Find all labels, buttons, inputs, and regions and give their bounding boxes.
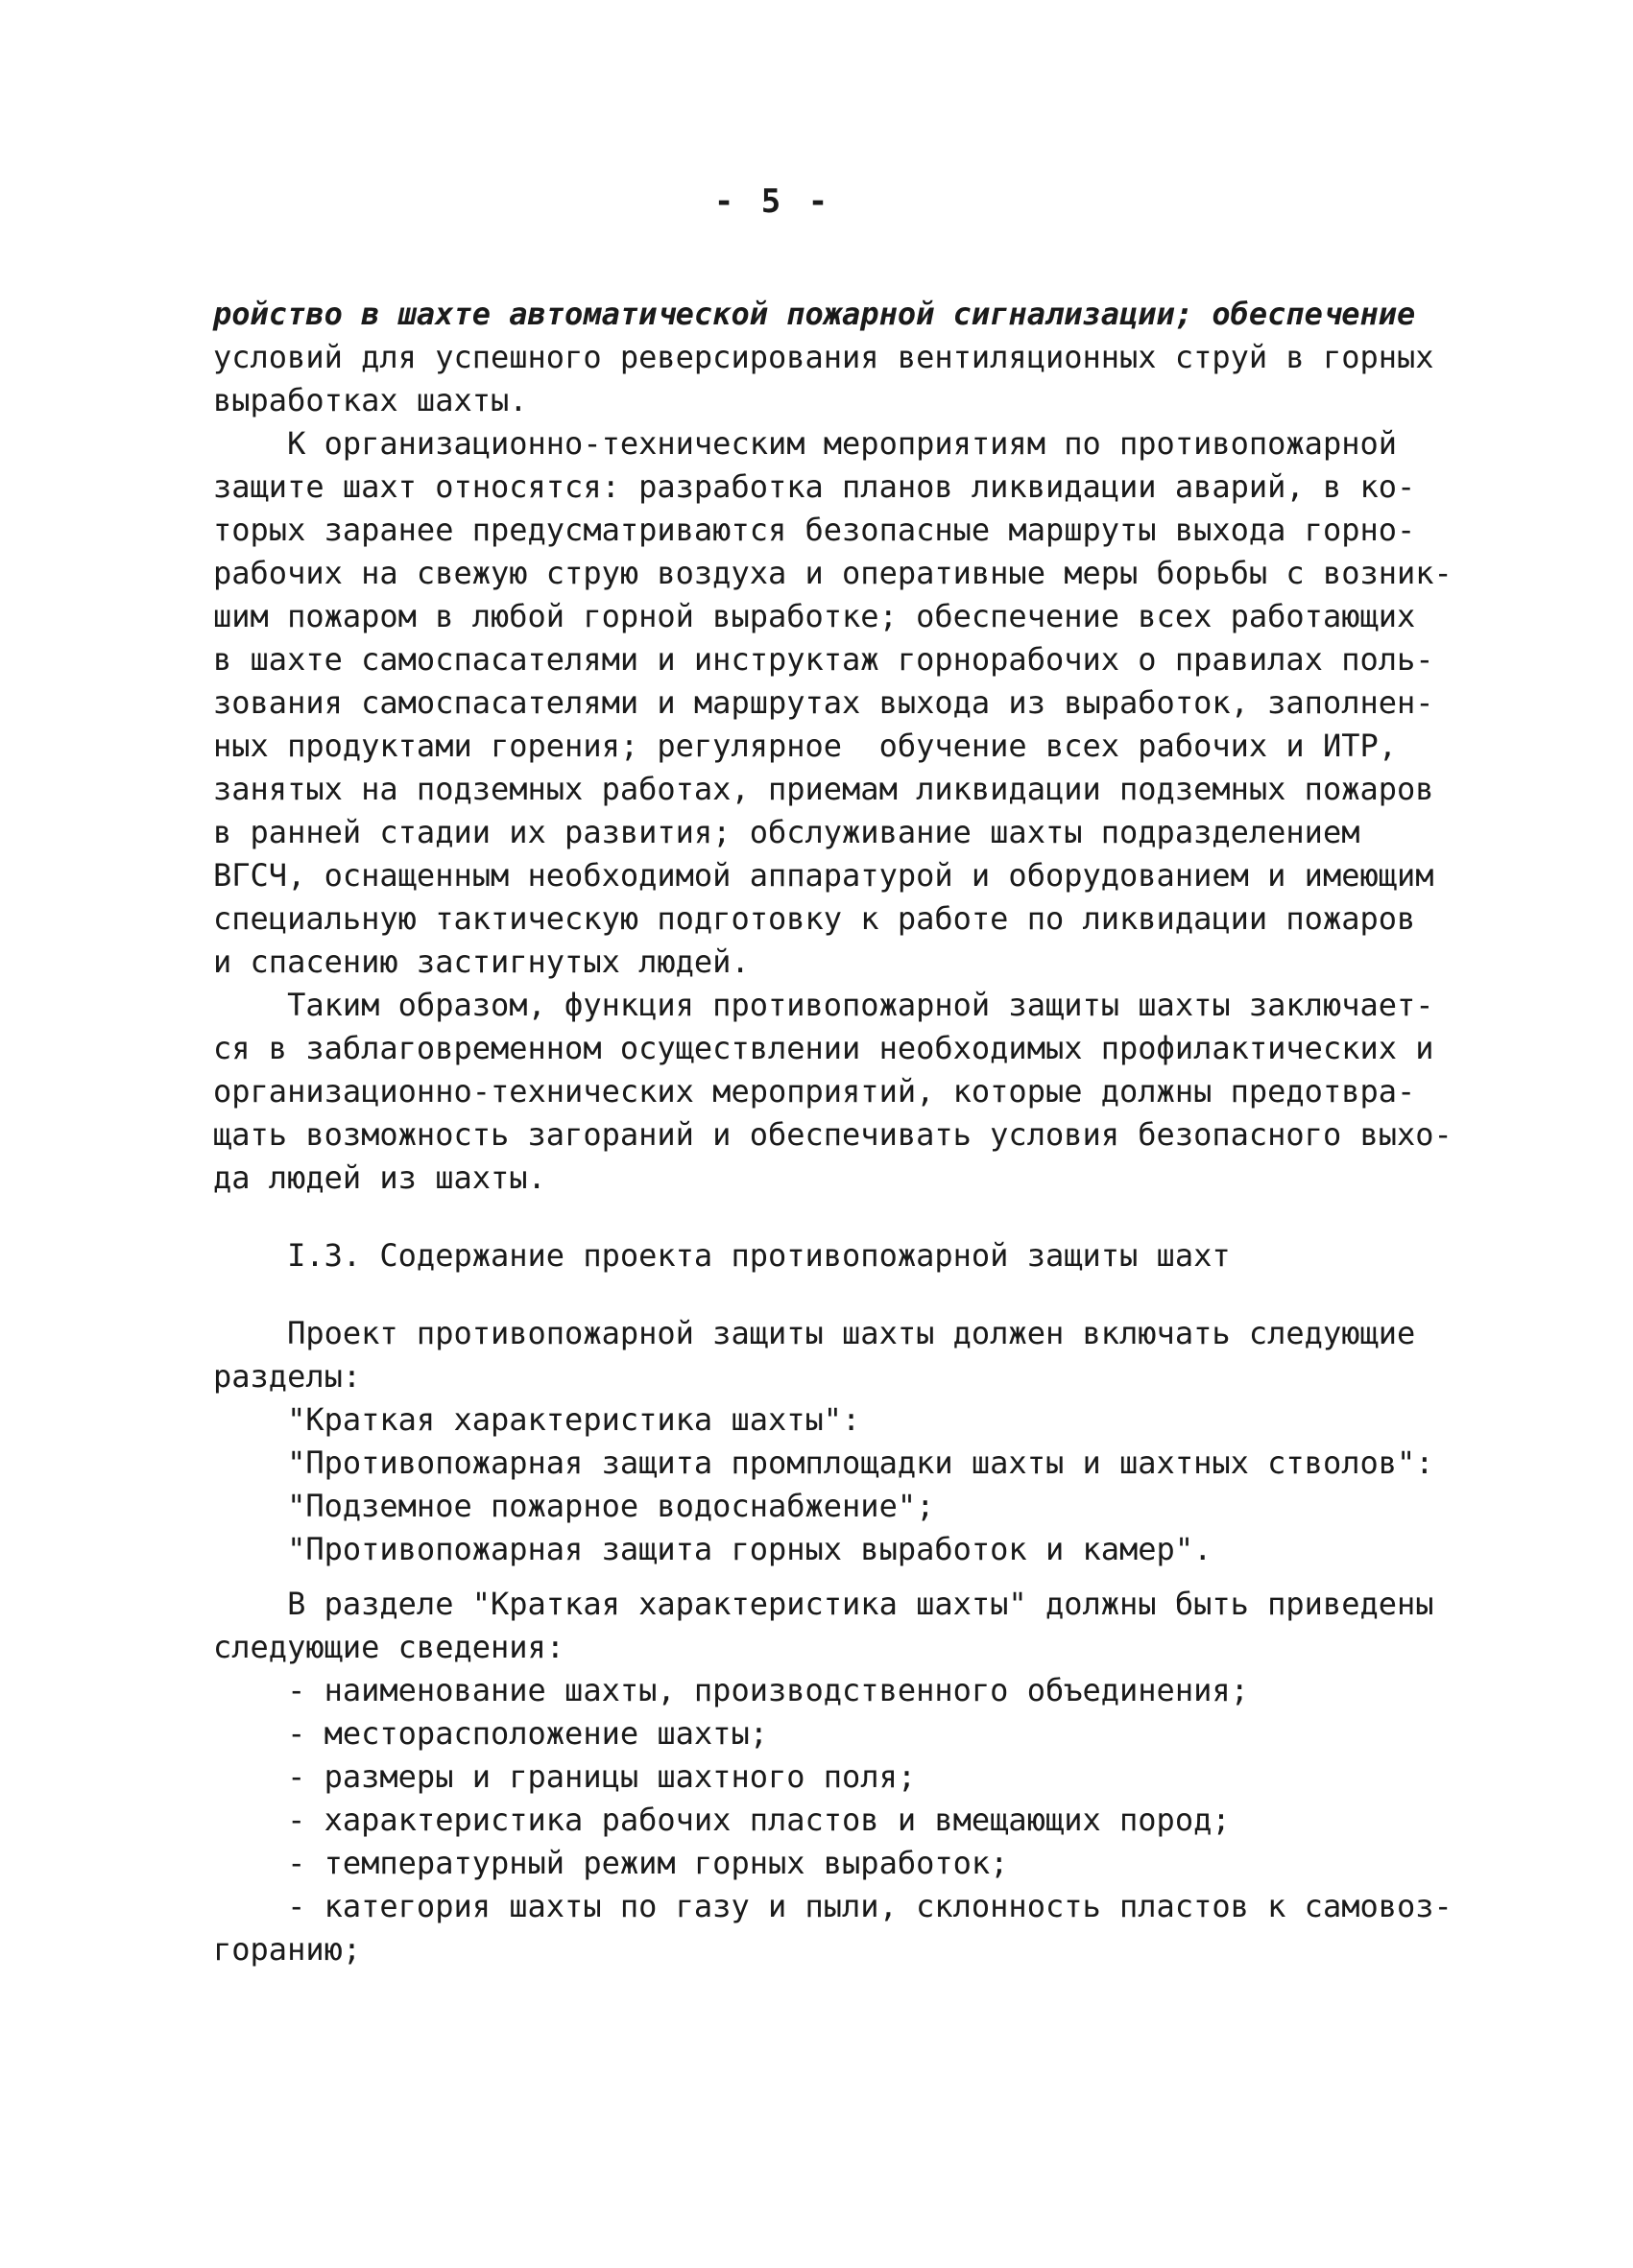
list-item: "Противопожарная защита промплощадки шахты и шахтных стволов":: [213, 1444, 1434, 1481]
list-item: горанию;: [213, 1931, 362, 1968]
body-text: [213, 293, 1453, 1971]
text-line: в шахте самоспасателями и инструктаж горнорабочих о правилах поль-: [213, 641, 1434, 678]
paragraph-1: [213, 293, 1432, 422]
text-line: К организационно-техническим мероприятиям по противопожарной: [213, 425, 1397, 462]
text-line: ся в заблаговременном осуществлении необходимых профилактических и: [213, 1030, 1434, 1066]
paragraph-5: [213, 1583, 1432, 1669]
text-line: да людей из шахты.: [213, 1159, 546, 1196]
text-line: занятых на подземных работах, приемам ликвидации подземных пожаров: [213, 771, 1434, 807]
list-item: - размеры и границы шахтного поля;: [213, 1758, 917, 1795]
text-line: защите шахт относятся: разработка планов ликвидации аварий, в ко-: [213, 468, 1416, 505]
spacer: [213, 1571, 1432, 1583]
list-item: - наименование шахты, производственного объединения;: [213, 1672, 1249, 1708]
list-item: "Противопожарная защита горных выработок и камер".: [213, 1531, 1213, 1567]
section-heading: I.3. Содержание проекта противопожарной защиты шахт: [213, 1237, 1231, 1274]
page-number: - 5 -: [713, 182, 832, 221]
sections-list: [213, 1398, 1432, 1571]
text-line: ройство в шахте автоматической пожарной сигнализации; обеспечение: [213, 296, 1416, 332]
list-item: - характеристика рабочих пластов и вмещающих пород;: [213, 1802, 1231, 1838]
paragraph-2: [213, 422, 1453, 984]
list-item: "Подземное пожарное водоснабжение";: [213, 1488, 935, 1524]
text-line: выработках шахты.: [213, 382, 528, 418]
spacer: [213, 1200, 1432, 1234]
text-line: зования самоспасателями и маршрутах выхода из выработок, заполнен-: [213, 684, 1434, 721]
text-line: и спасению застигнутых людей.: [213, 943, 750, 980]
text-line: Таким образом, функция противопожарной защиты шахты заключает-: [213, 987, 1434, 1023]
paragraph-4: [213, 1312, 1432, 1398]
text-line: В разделе "Краткая характеристика шахты" должны быть приведены: [213, 1586, 1434, 1622]
text-line: следующие сведения:: [213, 1629, 565, 1665]
text-line: ных продуктами горения; регулярное обучение всех рабочих и ИТР,: [213, 728, 1397, 764]
text-line: в ранней стадии их развития; обслуживание шахты подразделением: [213, 814, 1360, 850]
text-line: шим пожаром в любой горной выработке; обеспечение всех работающих: [213, 598, 1416, 634]
spacer: [213, 1277, 1432, 1312]
list-item: - категория шахты по газу и пыли, склонность пластов к самовоз-: [213, 1888, 1453, 1924]
text-line: организационно-технических мероприятий, которые должны предотвра-: [213, 1073, 1416, 1110]
info-list: [213, 1669, 1453, 1971]
text-line: рабочих на свежую струю воздуха и оперативные меры борьбы с возник-: [213, 555, 1453, 591]
list-item: - температурный режим горных выработок;: [213, 1845, 1009, 1881]
text-line: щать возможность загораний и обеспечивать условия безопасного выхо-: [213, 1116, 1453, 1153]
text-line: условий для успешного реверсирования вентиляционных струй в горных: [213, 339, 1434, 375]
list-item: "Краткая характеристика шахты":: [213, 1401, 861, 1438]
text-line: торых заранее предусматриваются безопасные маршруты выхода горно-: [213, 512, 1416, 548]
text-line: ВГСЧ, оснащенным необходимой аппаратурой и оборудованием и имеющим: [213, 857, 1434, 894]
text-line: специальную тактическую подготовку к работе по ликвидации пожаров: [213, 900, 1416, 937]
paragraph-3: [213, 984, 1453, 1200]
text-line: Проект противопожарной защиты шахты должен включать следующие: [213, 1315, 1416, 1351]
list-item: - месторасположение шахты;: [213, 1715, 768, 1752]
text-line: разделы:: [213, 1358, 362, 1395]
